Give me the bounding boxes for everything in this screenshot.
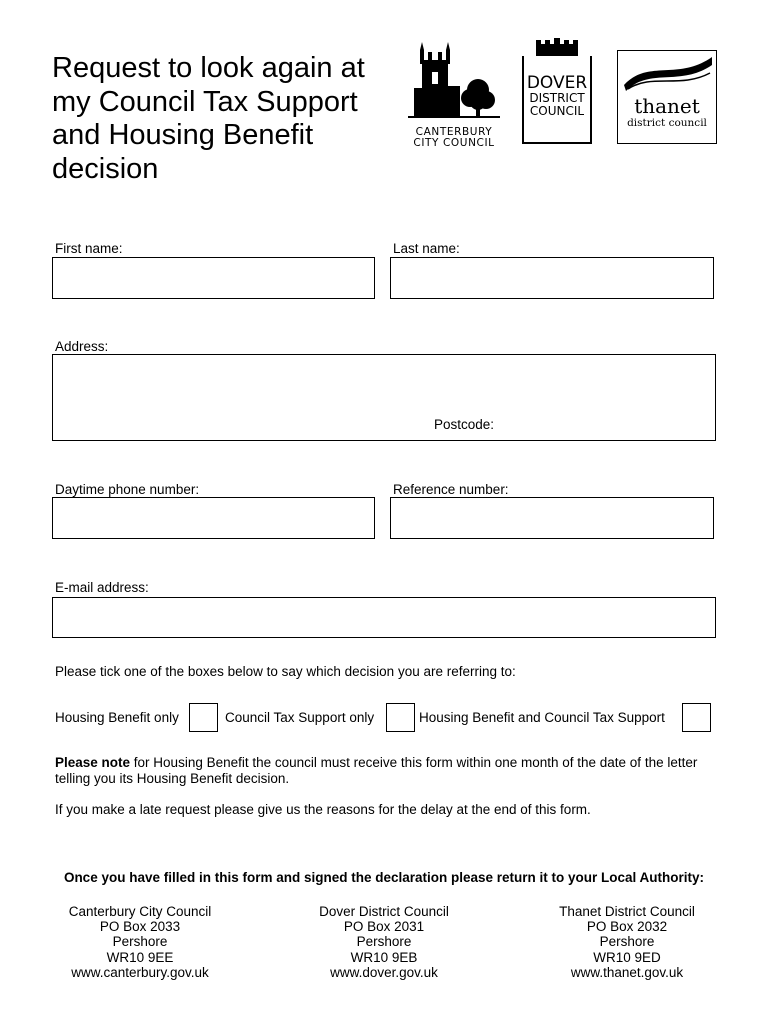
thanet-logo-line2: district council: [627, 117, 707, 129]
option-council-tax-checkbox[interactable]: [386, 703, 415, 732]
option-council-tax-label: Council Tax Support only: [225, 710, 375, 725]
dover-logo-line2: DISTRICT: [529, 91, 585, 105]
option-both-label: Housing Benefit and Council Tax Support: [419, 710, 665, 725]
last-name-field[interactable]: [390, 257, 714, 299]
authority-thanet: [527, 904, 727, 980]
canterbury-logo-line2: CITY COUNCIL: [413, 137, 495, 149]
authority-website-link[interactable]: www.dover.gov.uk: [330, 964, 438, 980]
authority-website-link[interactable]: www.thanet.gov.uk: [570, 964, 684, 980]
option-both-checkbox[interactable]: [682, 703, 711, 732]
dover-logo-line3: COUNCIL: [529, 104, 585, 118]
authority-po-box: PO Box 2033: [99, 919, 181, 935]
address-field[interactable]: [52, 354, 716, 441]
cathedral-icon: [408, 38, 500, 118]
canterbury-logo-line1: CANTERBURY: [415, 126, 493, 138]
dover-logo-line1: DOVER: [526, 73, 588, 93]
note-paragraph: [55, 755, 710, 787]
last-name-label: Last name:: [393, 241, 460, 256]
tick-prompt: Please tick one of the boxes below to say which decision you are referring to:: [55, 664, 516, 679]
thanet-logo: [617, 50, 717, 144]
note-bold: Please note: [55, 755, 131, 770]
email-field[interactable]: [52, 597, 716, 638]
authority-postcode: WR10 9ED: [593, 949, 661, 965]
reference-number-label: Reference number:: [393, 482, 509, 497]
first-name-field[interactable]: [52, 257, 375, 299]
late-request-paragraph: If you make a late request please give us the reasons for the delay at the end of this form.: [55, 802, 591, 817]
postcode-label: Postcode:: [434, 417, 495, 432]
page-title: Request to look again at my Council Tax Support and Housing Benefit decision: [52, 52, 365, 185]
authority-dover: [284, 904, 484, 980]
first-name-label: First name:: [55, 241, 123, 256]
authority-name: Dover District Council: [319, 904, 449, 919]
authority-town: Pershore: [356, 934, 412, 950]
castle-icon: [522, 38, 592, 56]
note-text: for Housing Benefit the council must receive this form within one month of the date of the letter telling you its Housing Benefit decision.: [55, 755, 698, 786]
thanet-logo-line1: thanet: [634, 94, 700, 118]
canterbury-logo: [408, 38, 500, 150]
email-label: E-mail address:: [55, 580, 149, 595]
wave-icon: [618, 51, 716, 95]
authority-name: Thanet District Council: [559, 904, 695, 919]
daytime-phone-label: Daytime phone number:: [55, 482, 200, 497]
address-label: Address:: [55, 339, 109, 354]
authority-postcode: WR10 9EB: [350, 949, 418, 965]
authority-canterbury: [40, 904, 240, 980]
return-heading: Once you have filled in this form and signed the declaration please return it to your Local Authority:: [63, 870, 705, 885]
option-housing-benefit-checkbox[interactable]: [189, 703, 218, 732]
reference-number-field[interactable]: [390, 497, 714, 539]
daytime-phone-field[interactable]: [52, 497, 375, 539]
authority-town: Pershore: [599, 934, 655, 950]
dover-logo: [522, 38, 592, 144]
authority-po-box: PO Box 2032: [586, 919, 668, 935]
authority-website-link[interactable]: www.canterbury.gov.uk: [71, 964, 209, 980]
option-housing-benefit-label: Housing Benefit only: [55, 710, 179, 725]
authority-po-box: PO Box 2031: [343, 919, 425, 935]
authority-postcode: WR10 9EE: [106, 949, 174, 965]
authority-name: Canterbury City Council: [68, 904, 212, 919]
authority-town: Pershore: [112, 934, 168, 950]
